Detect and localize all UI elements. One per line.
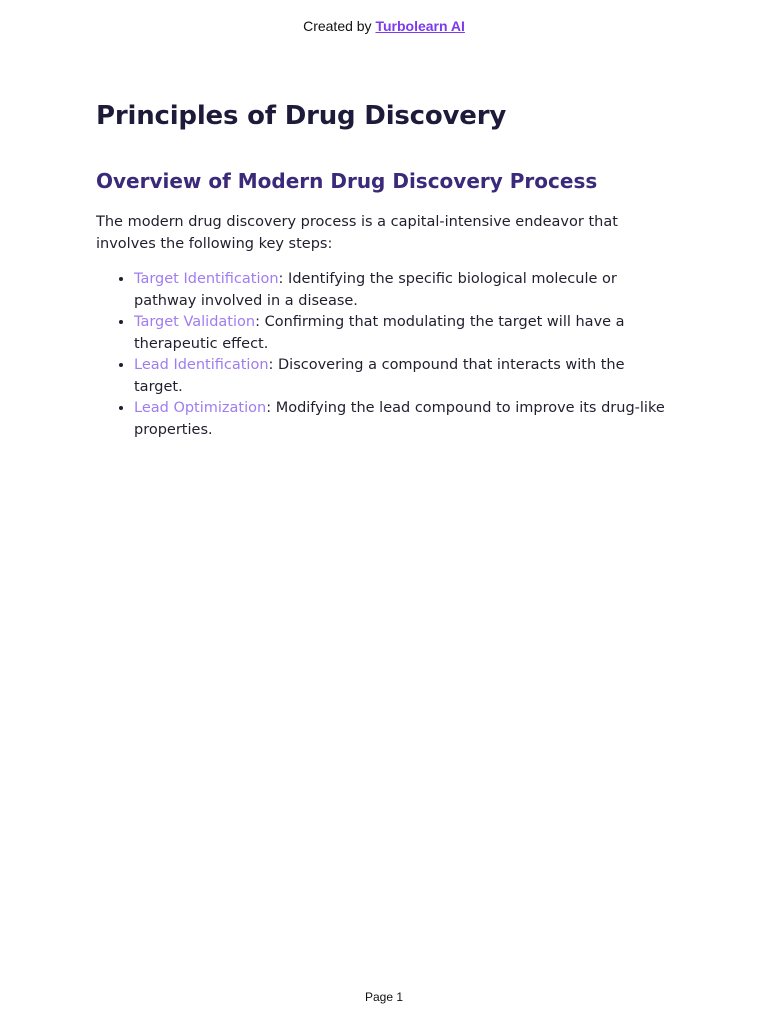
intro-paragraph: The modern drug discovery process is a capital-intensive endeavor that involves the following key steps: bbox=[96, 214, 618, 252]
list-item bbox=[134, 312, 672, 355]
page-header bbox=[0, 18, 768, 34]
created-by-label: Created by bbox=[303, 18, 376, 34]
list-item bbox=[134, 269, 672, 312]
step-term: Target Validation bbox=[134, 314, 256, 330]
turbolearn-link[interactable]: Turbolearn AI bbox=[375, 18, 465, 34]
document-body bbox=[96, 98, 672, 441]
step-description: : Confirming that modulating the target will have a therapeutic effect. bbox=[134, 314, 625, 352]
list-item bbox=[134, 398, 672, 441]
section-heading: Overview of Modern Drug Discovery Process bbox=[96, 169, 598, 193]
step-description: : Identifying the specific biological molecule or pathway involved in a disease. bbox=[134, 271, 617, 309]
step-description: : Modifying the lead compound to improve its drug-like properties. bbox=[134, 400, 665, 438]
step-term: Lead Identification bbox=[134, 357, 269, 373]
list-item bbox=[134, 355, 672, 398]
page-number: Page 1 bbox=[364, 990, 404, 1004]
step-term: Lead Optimization bbox=[134, 400, 267, 416]
page-footer bbox=[0, 990, 768, 1004]
document-title: Principles of Drug Discovery bbox=[96, 101, 507, 131]
step-term: Target Identification bbox=[134, 271, 279, 287]
step-description: : Discovering a compound that interacts with the target. bbox=[134, 357, 625, 395]
steps-list bbox=[96, 269, 672, 441]
